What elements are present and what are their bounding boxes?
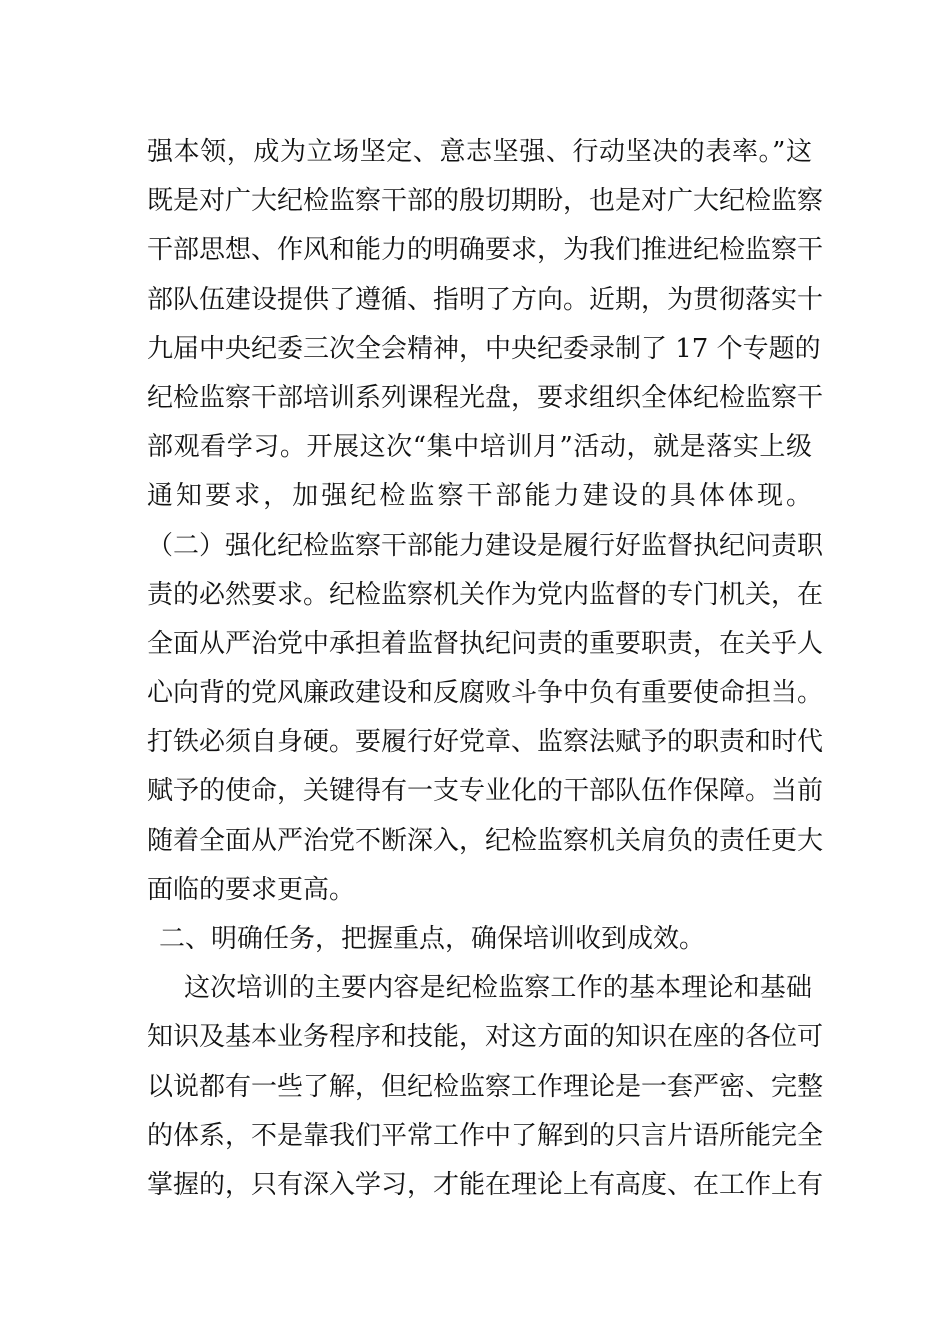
text-line: 九届中央纪委三次全会精神，中央纪委录制了 17 个专题的 bbox=[147, 333, 821, 364]
text-line: 通知要求，加强纪检监察干部能力建设的具体体现。 bbox=[147, 481, 812, 512]
text-line: 的体系，不是靠我们平常工作中了解到的只言片语所能完全 bbox=[147, 1120, 824, 1151]
text-line: 赋予的使命，关键得有一支专业化的干部队伍作保障。当前 bbox=[147, 776, 824, 807]
text-line: 随着全面从严治党不断深入，纪检监察机关肩负的责任更大 bbox=[147, 825, 824, 856]
text-line: 打铁必须自身硬。要履行好党章、监察法赋予的职责和时代 bbox=[147, 727, 824, 758]
text-line: 部观看学习。开展这次“集中培训月”活动，就是落实上级 bbox=[147, 432, 812, 463]
text-line: 强本领，成为立场坚定、意志坚强、行动坚决的表率。”这 bbox=[147, 137, 812, 167]
section-heading: 二、明确任务，把握重点，确保培训收到成效。 bbox=[159, 924, 706, 954]
text-line: 以说都有一些了解，但纪检监察工作理论是一套严密、完整 bbox=[147, 1071, 824, 1102]
text-line: 责的必然要求。纪检监察机关作为党内监督的专门机关，在 bbox=[147, 579, 824, 610]
text-line: 知识及基本业务程序和技能，对这方面的知识在座的各位可 bbox=[147, 1022, 824, 1053]
text-line: 面临的要求更高。 bbox=[147, 874, 356, 905]
section-heading-2: （二）强化纪检监察干部能力建设是履行好监督执纪问责职 bbox=[147, 530, 824, 561]
text-line: 部队伍建设提供了遵循、指明了方向。近期，为贯彻落实十 bbox=[147, 284, 824, 315]
text-line: 掌握的，只有深入学习，才能在理论上有高度、在工作上有 bbox=[147, 1169, 824, 1200]
text-line: 纪检监察干部培训系列课程光盘，要求组织全体纪检监察干 bbox=[147, 382, 824, 413]
text-line: 既是对广大纪检监察干部的殷切期盼，也是对广大纪检监察 bbox=[147, 186, 824, 217]
text-line: 全面从严治党中承担着监督执纪问责的重要职责，在关乎人 bbox=[147, 628, 824, 659]
paragraph-first-line: 这次培训的主要内容是纪检监察工作的基本理论和基础 bbox=[184, 973, 812, 1004]
text-line: 心向背的党风廉政建设和反腐败斗争中负有重要使命担当。 bbox=[147, 678, 824, 709]
body-text bbox=[147, 128, 824, 1210]
text-line: 干部思想、作风和能力的明确要求，为我们推进纪检监察干 bbox=[147, 235, 824, 266]
